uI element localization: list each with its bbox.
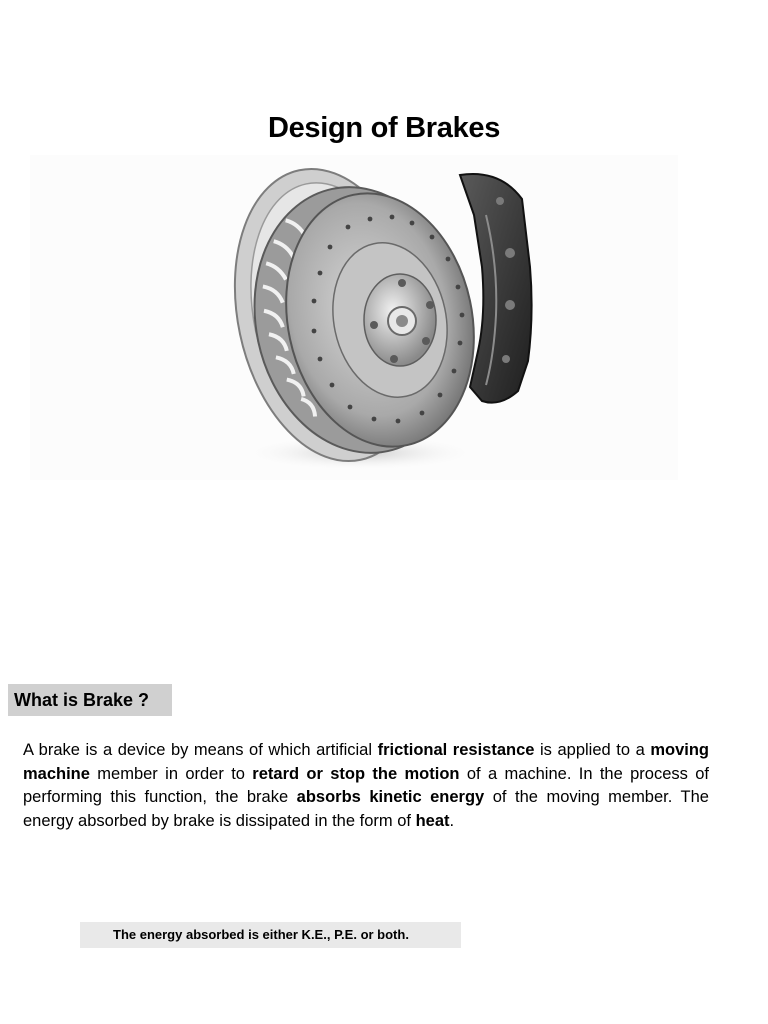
page-title: Design of Brakes xyxy=(267,112,501,144)
paragraph-highlight: frictional resistance xyxy=(377,741,535,759)
paragraph-highlight: heat xyxy=(415,811,450,830)
paragraph-text: is applied to a xyxy=(534,741,651,759)
paragraph-text: . xyxy=(449,811,455,830)
paragraph-text: of the moving member. The energy absorbed by brake is dissipated in the form of xyxy=(23,788,709,830)
paragraph-highlight: absorbs kinetic energy xyxy=(296,788,485,806)
brake-disc-illustration xyxy=(30,155,678,480)
energy-note: The energy absorbed is either K.E., P.E. or both. xyxy=(80,922,461,948)
brake-disc-image xyxy=(30,155,678,480)
paragraph-text: of a machine. In the process of performing this function, the brake xyxy=(23,764,710,806)
definition-paragraph xyxy=(23,739,709,833)
paragraph-highlight: moving machine xyxy=(23,741,709,783)
paragraph-highlight: retard or stop the motion xyxy=(252,764,460,783)
paragraph-text: member in order to xyxy=(89,764,253,783)
section-heading: What is Brake ? xyxy=(8,684,172,716)
paragraph-text: A brake is a device by means of which artificial xyxy=(23,741,378,759)
